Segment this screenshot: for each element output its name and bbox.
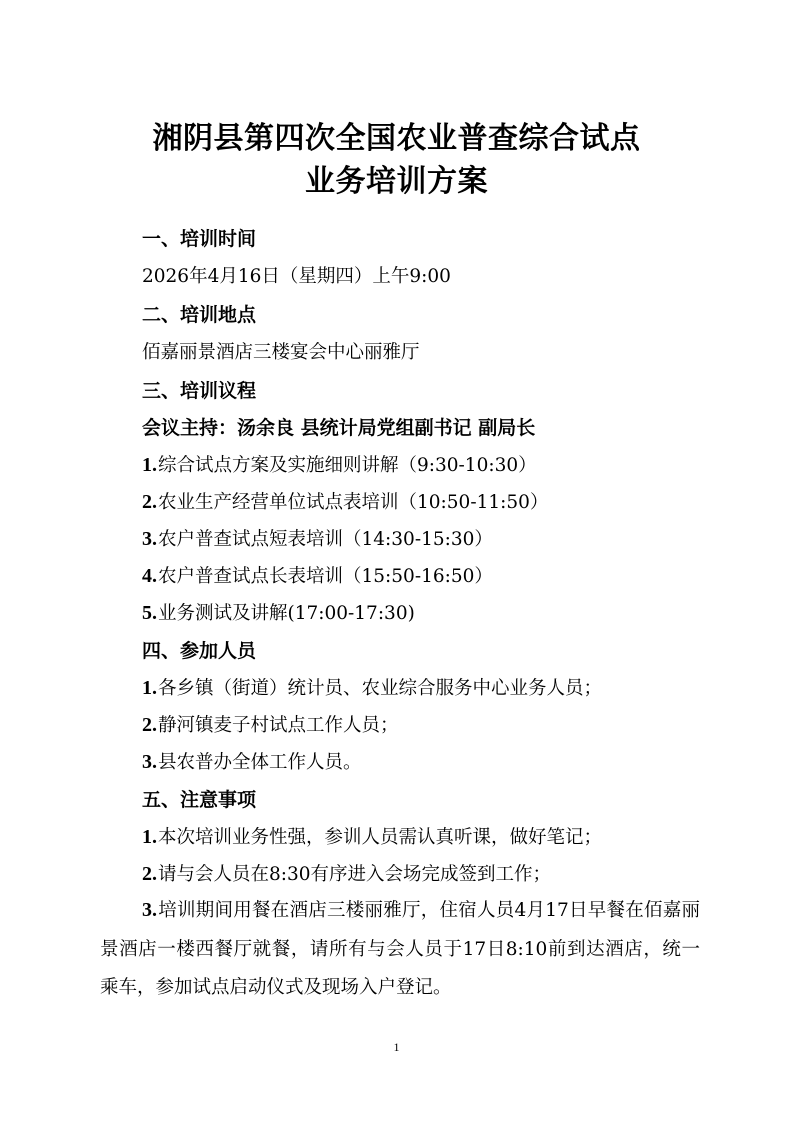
participant-item	[142, 675, 602, 702]
participant-item-number: 3.	[142, 751, 157, 773]
agenda-item-number: 3.	[142, 528, 157, 550]
participant-item-text: 县农普办全体工作人员。	[158, 752, 362, 773]
section-heading-time: 一、培训时间	[142, 228, 257, 250]
agenda-item	[142, 526, 493, 553]
note-item-number: 2.	[142, 863, 157, 885]
agenda-item-number: 2.	[142, 491, 157, 513]
section-heading-notes: 五、注意事项	[142, 789, 257, 811]
note-item-text: 本次培训业务性强，参训人员需认真听课，做好笔记；	[158, 827, 603, 848]
agenda-host: 会议主持：汤余良 县统计局党组副书记 副局长	[142, 417, 536, 439]
note-item	[142, 861, 551, 888]
note-item-text: 请与会人员在8:30有序进入会场完成签到工作；	[158, 864, 552, 885]
note-item-number: 1.	[142, 826, 157, 848]
training-location-text: 佰嘉丽景酒店三楼宴会中心丽雅厅	[142, 342, 420, 363]
page-number: 1	[393, 1040, 400, 1054]
section-heading-agenda: 三、培训议程	[142, 380, 257, 402]
training-time-text: 2026年4月16日（星期四）上午9:00	[142, 266, 451, 287]
agenda-item-text: 农户普查试点短表培训（14:30-15:30）	[158, 529, 493, 550]
section-heading-location: 二、培训地点	[142, 304, 257, 326]
document-title-line-1: 湘阴县第四次全国农业普查综合试点	[152, 121, 641, 156]
section-heading-participants: 四、参加人员	[142, 640, 257, 662]
agenda-item	[142, 489, 548, 516]
agenda-item-text: 综合试点方案及实施细则讲解（9:30-10:30）	[158, 455, 537, 476]
agenda-item	[142, 563, 493, 590]
agenda-item-text: 农户普查试点长表培训（15:50-16:50）	[158, 566, 493, 587]
agenda-item-number: 4.	[142, 565, 157, 587]
participant-item-number: 1.	[142, 677, 157, 699]
agenda-item	[142, 452, 537, 479]
note-item	[142, 824, 602, 851]
agenda-item-text: 农业生产经营单位试点表培训（10:50-11:50）	[158, 492, 549, 513]
agenda-item-number: 1.	[142, 454, 157, 476]
agenda-item-text: 业务测试及讲解(17:00-17:30)	[158, 603, 415, 624]
note-item-paragraph	[100, 891, 700, 1008]
participant-item	[142, 712, 399, 739]
agenda-item-number: 5.	[142, 602, 157, 624]
note-item-number: 3.	[142, 899, 157, 921]
participant-item-number: 2.	[142, 714, 157, 736]
participant-item-text: 静河镇麦子村试点工作人员；	[158, 715, 399, 736]
participant-item	[142, 749, 362, 776]
agenda-item	[142, 600, 415, 627]
document-title-line-2: 业务培训方案	[305, 164, 488, 199]
participant-item-text: 各乡镇（街道）统计员、农业综合服务中心业务人员；	[158, 678, 603, 699]
note-item-text: 培训期间用餐在酒店三楼丽雅厅，住宿人员4月17日早餐在佰嘉丽景酒店一楼西餐厅就餐，请所有与会人员于17日8:10前到达酒店，统一乘车，参加试点启动仪式及现场入户登记。	[100, 900, 700, 998]
